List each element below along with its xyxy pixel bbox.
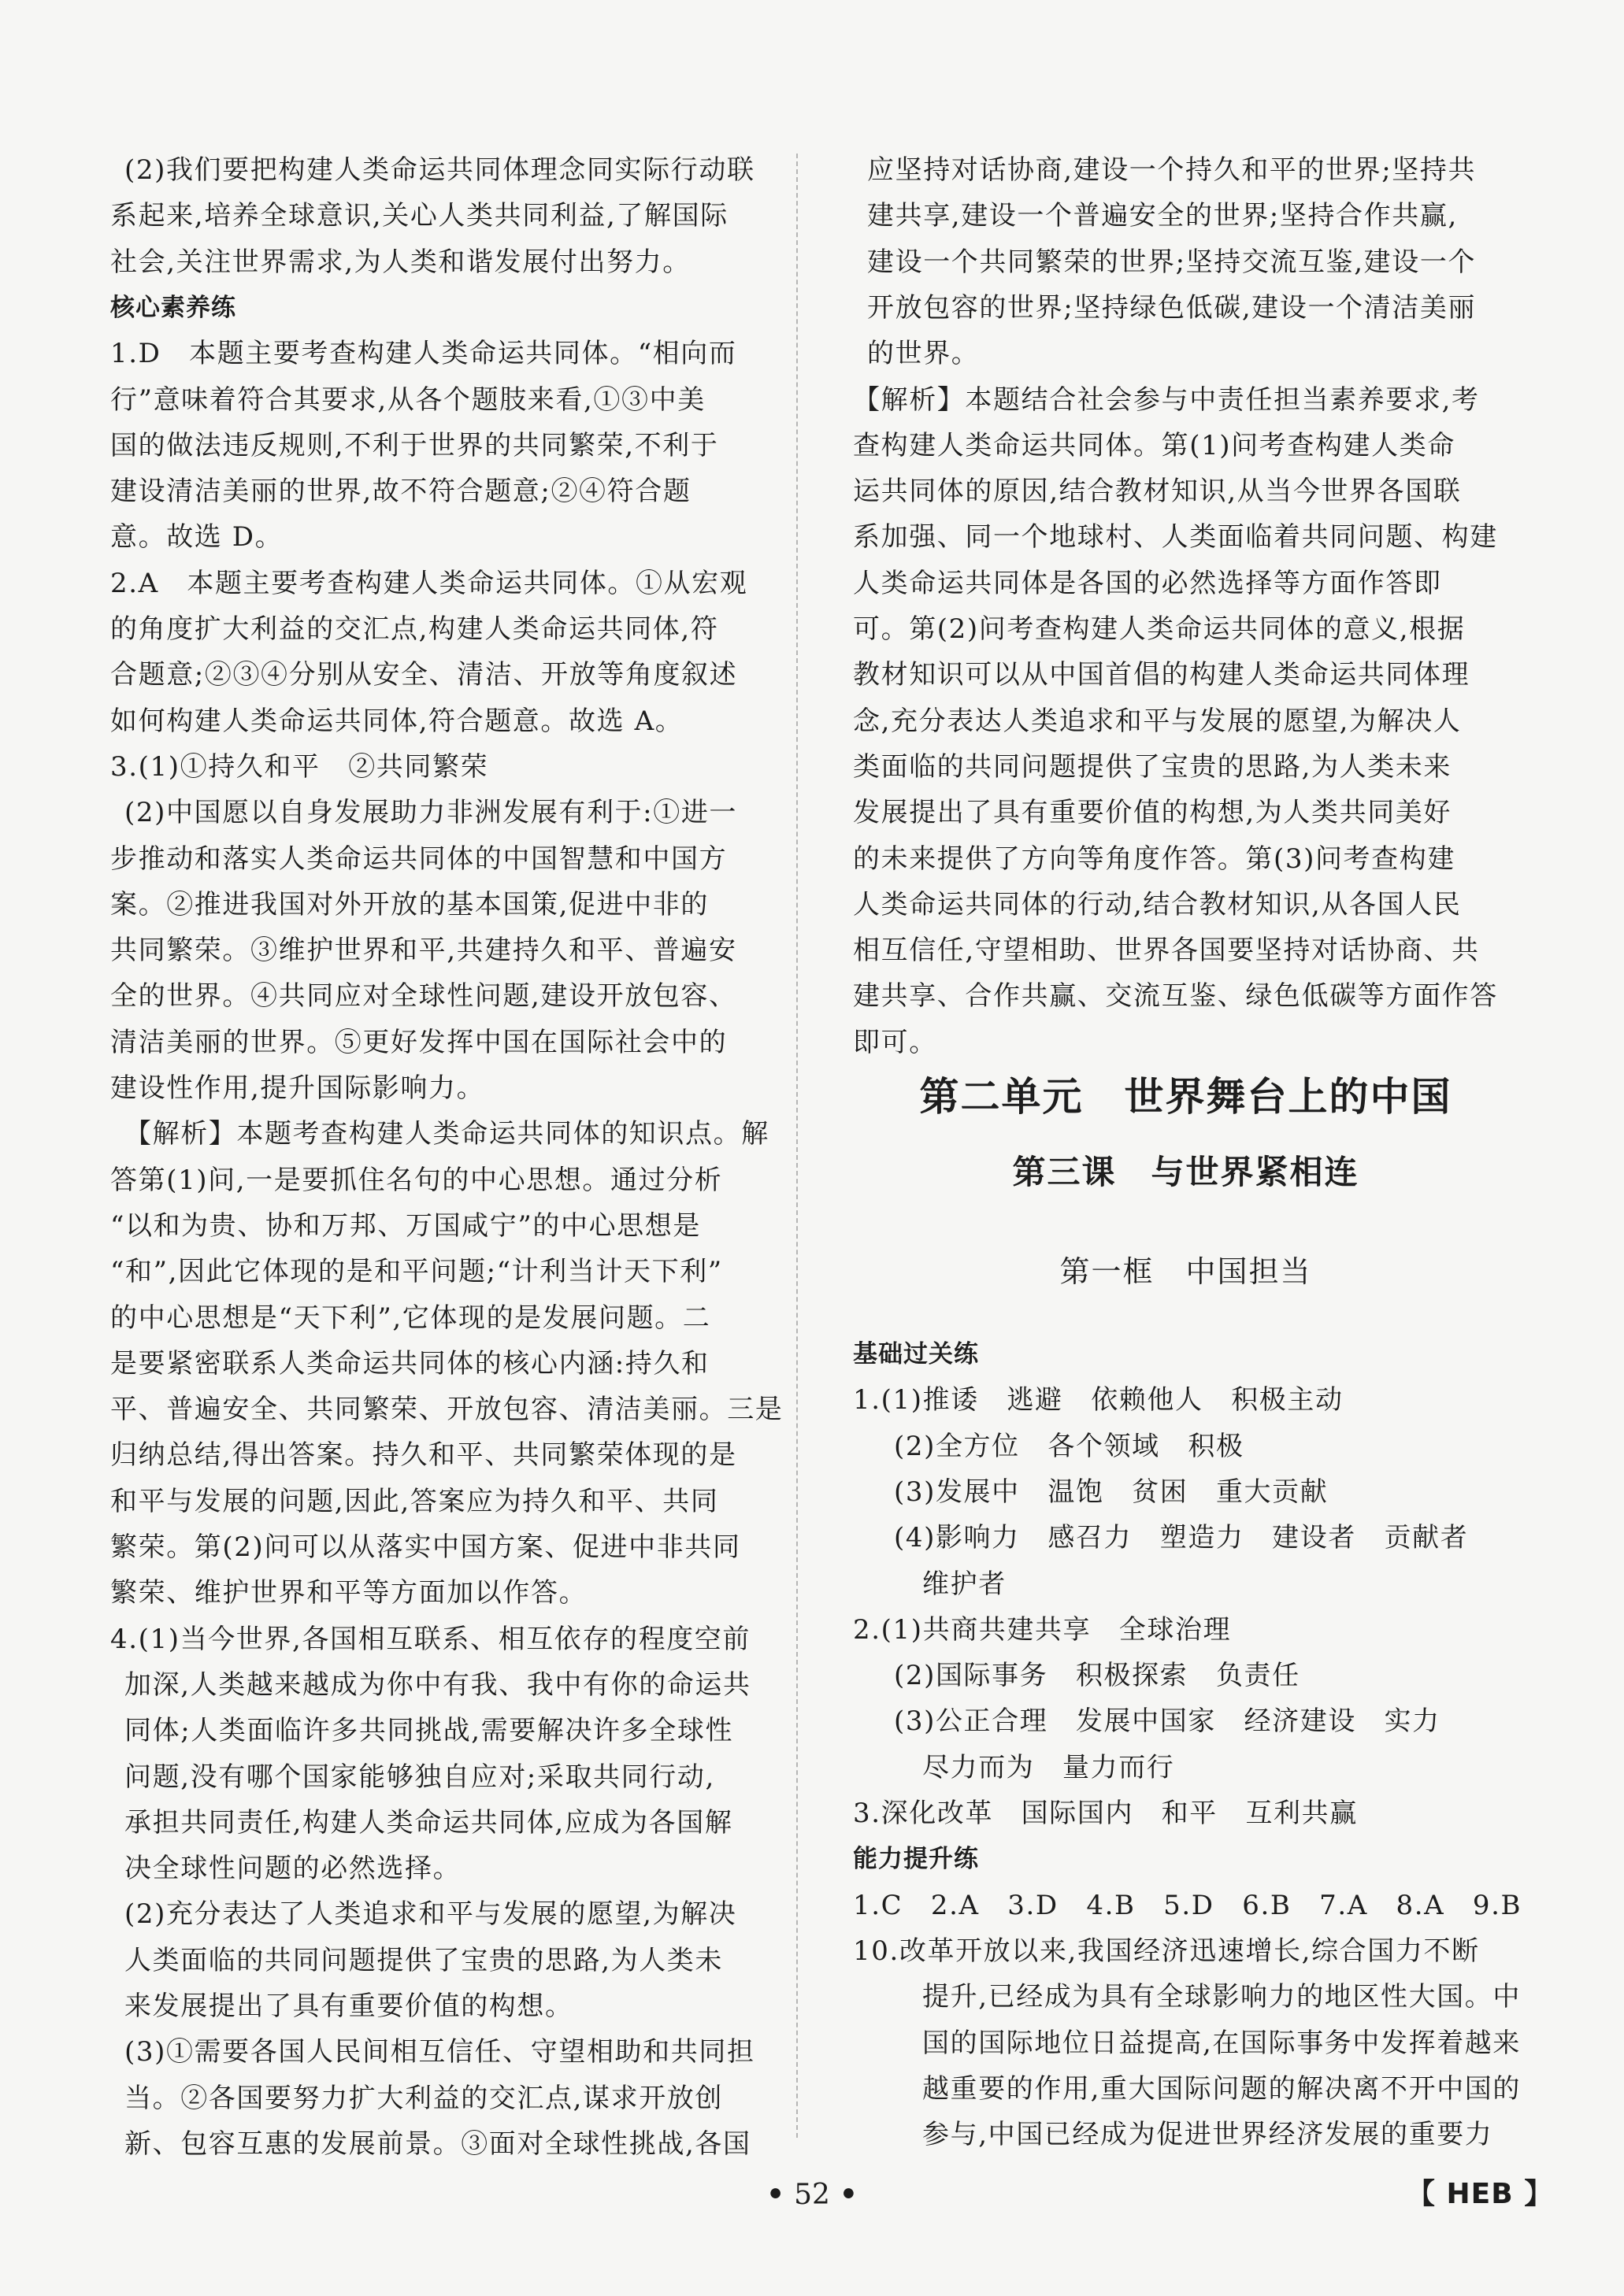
text-line: 答第(1)问,一是要抓住名句的中心思想。通过分析	[110, 1164, 723, 1196]
text-line: 社会,关注世界需求,为人类和谐发展付出努力。	[110, 246, 691, 278]
text-line: 的未来提供了方向等角度作答。第(3)问考查构建	[853, 842, 1455, 875]
text-line: (3)①需要各国人民间相互信任、守望相助和共同担	[124, 2036, 755, 2068]
text-line: 应坚持对话协商,建设一个持久和平的世界;坚持共	[867, 154, 1477, 186]
text-line: 人类面临的共同问题提供了宝贵的思路,为人类未	[124, 1944, 724, 1976]
text-line: 运共同体的原因,结合教材知识,从当今世界各国联	[853, 476, 1462, 508]
column-divider	[796, 154, 798, 2138]
text-line: 尽力而为 量力而行	[922, 1751, 1175, 1783]
text-line: 系起来,培养全球意识,关心人类共同利益,了解国际	[110, 200, 729, 232]
text-line: 1.D 本题主要考查构建人类命运共同体。“相向而	[110, 338, 737, 370]
text-line: 步推动和落实人类命运共同体的中国智慧和中国方	[110, 842, 728, 875]
text-line: 即可。	[853, 1026, 937, 1058]
page-number: • 52 •	[766, 2178, 858, 2211]
text-line: 提升,已经成为具有全球影响力的地区性大国。中	[922, 1981, 1522, 2013]
section-heading: 核心素养练	[110, 293, 236, 322]
text-line: 2.A 本题主要考查构建人类命运共同体。①从宏观	[110, 567, 748, 599]
text-line: 来发展提出了具有重要价值的构想。	[124, 1990, 573, 2022]
text-line: 建共享,建设一个普遍安全的世界;坚持合作共赢,	[867, 200, 1458, 232]
text-line: 建共享、合作共赢、交流互鉴、绿色低碳等方面作答	[853, 980, 1498, 1013]
text-line: 清洁美丽的世界。⑤更好发挥中国在国际社会中的	[110, 1026, 728, 1058]
text-line: 建设性作用,提升国际影响力。	[110, 1072, 485, 1104]
lesson-title: 第三课 与世界紧相连	[1012, 1153, 1359, 1191]
text-line: (2)全方位 各个领域 积极	[894, 1430, 1244, 1462]
text-line: “以和为贵、协和万邦、万国咸宁”的中心思想是	[110, 1209, 701, 1242]
text-line: 建设清洁美丽的世界,故不符合题意;②④符合题	[110, 476, 691, 508]
text-line: 10.改革开放以来,我国经济迅速增长,综合国力不断	[853, 1935, 1480, 1967]
text-line: 繁荣。第(2)问可以从落实中国方案、促进中非共同	[110, 1531, 741, 1563]
text-line: 合题意;②③④分别从安全、清洁、开放等角度叙述	[110, 659, 738, 691]
text-line: 参与,中国已经成为促进世界经济发展的重要力	[922, 2119, 1493, 2151]
text-line: 如何构建人类命运共同体,符合题意。故选 A。	[110, 705, 684, 737]
text-line: 念,充分表达人类追求和平与发展的愿望,为解决人	[853, 705, 1462, 737]
text-line: 意。故选 D。	[110, 521, 284, 554]
text-line: “和”,因此它体现的是和平问题;“计利当计天下利”	[110, 1256, 723, 1288]
text-line: (2)充分表达了人类追求和平与发展的愿望,为解决	[124, 1898, 737, 1931]
text-line: 繁荣、维护世界和平等方面加以作答。	[110, 1577, 588, 1609]
text-line: 4.(1)当今世界,各国相互联系、相互依存的程度空前	[110, 1623, 751, 1655]
text-line: 国的国际地位日益提高,在国际事务中发挥着越来	[922, 2027, 1522, 2059]
text-line: 【解析】本题结合社会参与中责任担当素养要求,考	[853, 383, 1480, 416]
text-line: (3)公正合理 发展中国家 经济建设 实力	[894, 1705, 1440, 1738]
text-line: (2)中国愿以自身发展助力非洲发展有利于:①进一	[124, 797, 738, 829]
text-line: 和平与发展的问题,因此,答案应为持久和平、共同	[110, 1485, 719, 1517]
text-line: 建设一个共同繁荣的世界;坚持交流互鉴,建设一个	[867, 246, 1477, 278]
frame-title: 第一框 中国担当	[1059, 1254, 1312, 1289]
text-line: 同体;人类面临许多共同挑战,需要解决许多全球性	[124, 1715, 734, 1747]
text-line: 新、包容互惠的发展前景。③面对全球性挑战,各国	[124, 2128, 751, 2160]
text-line: 国的做法违反规则,不利于世界的共同繁荣,不利于	[110, 429, 719, 461]
text-line: 问题,没有哪个国家能够独自应对;采取共同行动,	[124, 1761, 715, 1793]
text-line: 1.(1)推诿 逃避 依赖他人 积极主动	[853, 1384, 1344, 1416]
text-line: 教材知识可以从中国首倡的构建人类命运共同体理	[853, 659, 1470, 691]
text-line: 发展提出了具有重要价值的构想,为人类共同美好	[853, 797, 1452, 829]
text-line: 维护者	[922, 1568, 1007, 1600]
text-line: (4)影响力 感召力 塑造力 建设者 贡献者	[894, 1522, 1469, 1554]
text-line: 当。②各国要努力扩大利益的交汇点,谋求开放创	[124, 2082, 724, 2114]
text-line: 2.(1)共商共建共享 全球治理	[853, 1613, 1232, 1646]
text-line: 决全球性问题的必然选择。	[124, 1853, 462, 1885]
unit-title: 第二单元 世界舞台上的中国	[919, 1074, 1452, 1120]
text-line: 加深,人类越来越成为你中有我、我中有你的命运共	[124, 1668, 751, 1701]
text-line: 【解析】本题考查构建人类命运共同体的知识点。解	[124, 1118, 769, 1150]
text-line: 是要紧密联系人类命运共同体的核心内涵:持久和	[110, 1347, 710, 1379]
text-line: 3.深化改革 国际国内 和平 互利共赢	[853, 1798, 1358, 1829]
text-line: 查构建人类命运共同体。第(1)问考查构建人类命	[853, 429, 1455, 461]
text-line: 共同繁荣。③维护世界和平,共建持久和平、普遍安	[110, 935, 737, 967]
text-line: 承担共同责任,构建人类命运共同体,应成为各国解	[124, 1806, 733, 1839]
text-line: 人类命运共同体是各国的必然选择等方面作答即	[853, 567, 1442, 599]
text-line: 系加强、同一个地球村、人类面临着共同问题、构建	[853, 521, 1498, 554]
text-line: 相互信任,守望相助、世界各国要坚持对话协商、共	[853, 935, 1480, 967]
text-line: 越重要的作用,重大国际问题的解决离不开中国的	[922, 2072, 1522, 2105]
text-line: 平、普遍安全、共同繁荣、开放包容、清洁美丽。三是	[110, 1394, 784, 1426]
text-line: 的中心思想是“天下利”,它体现的是发展问题。二	[110, 1302, 711, 1334]
section-heading: 能力提升练	[853, 1845, 979, 1874]
text-line: 归纳总结,得出答案。持久和平、共同繁荣体现的是	[110, 1439, 737, 1472]
text-line: 的角度扩大利益的交汇点,构建人类命运共同体,符	[110, 613, 719, 645]
text-line: 开放包容的世界;坚持绿色低碳,建设一个清洁美丽	[867, 291, 1477, 324]
text-line: 可。第(2)问考查构建人类命运共同体的意义,根据	[853, 613, 1466, 645]
text-line: 案。②推进我国对外开放的基本国策,促进中非的	[110, 888, 710, 920]
text-line: (2)国际事务 积极探索 负责任	[894, 1660, 1300, 1692]
text-line: (3)发展中 温饱 贫困 重大贡献	[894, 1476, 1329, 1508]
text-line: 1.C 2.A 3.D 4.B 5.D 6.B 7.A 8.A 9.B	[853, 1889, 1522, 1921]
text-line: 人类命运共同体的行动,结合教材知识,从各国人民	[853, 888, 1462, 920]
text-line: 全的世界。④共同应对全球性问题,建设开放包容、	[110, 980, 737, 1013]
text-line: 行”意味着符合其要求,从各个题肢来看,①③中美	[110, 383, 706, 416]
text-line: 的世界。	[867, 338, 980, 370]
text-line: (2)我们要把构建人类命运共同体理念同实际行动联	[124, 154, 755, 186]
publisher-badge: 【 HEB 】	[1407, 2178, 1554, 2210]
text-line: 类面临的共同问题提供了宝贵的思路,为人类未来	[853, 750, 1452, 783]
section-heading: 基础过关练	[853, 1340, 979, 1368]
text-line: 3.(1)①持久和平 ②共同繁荣	[110, 750, 489, 783]
